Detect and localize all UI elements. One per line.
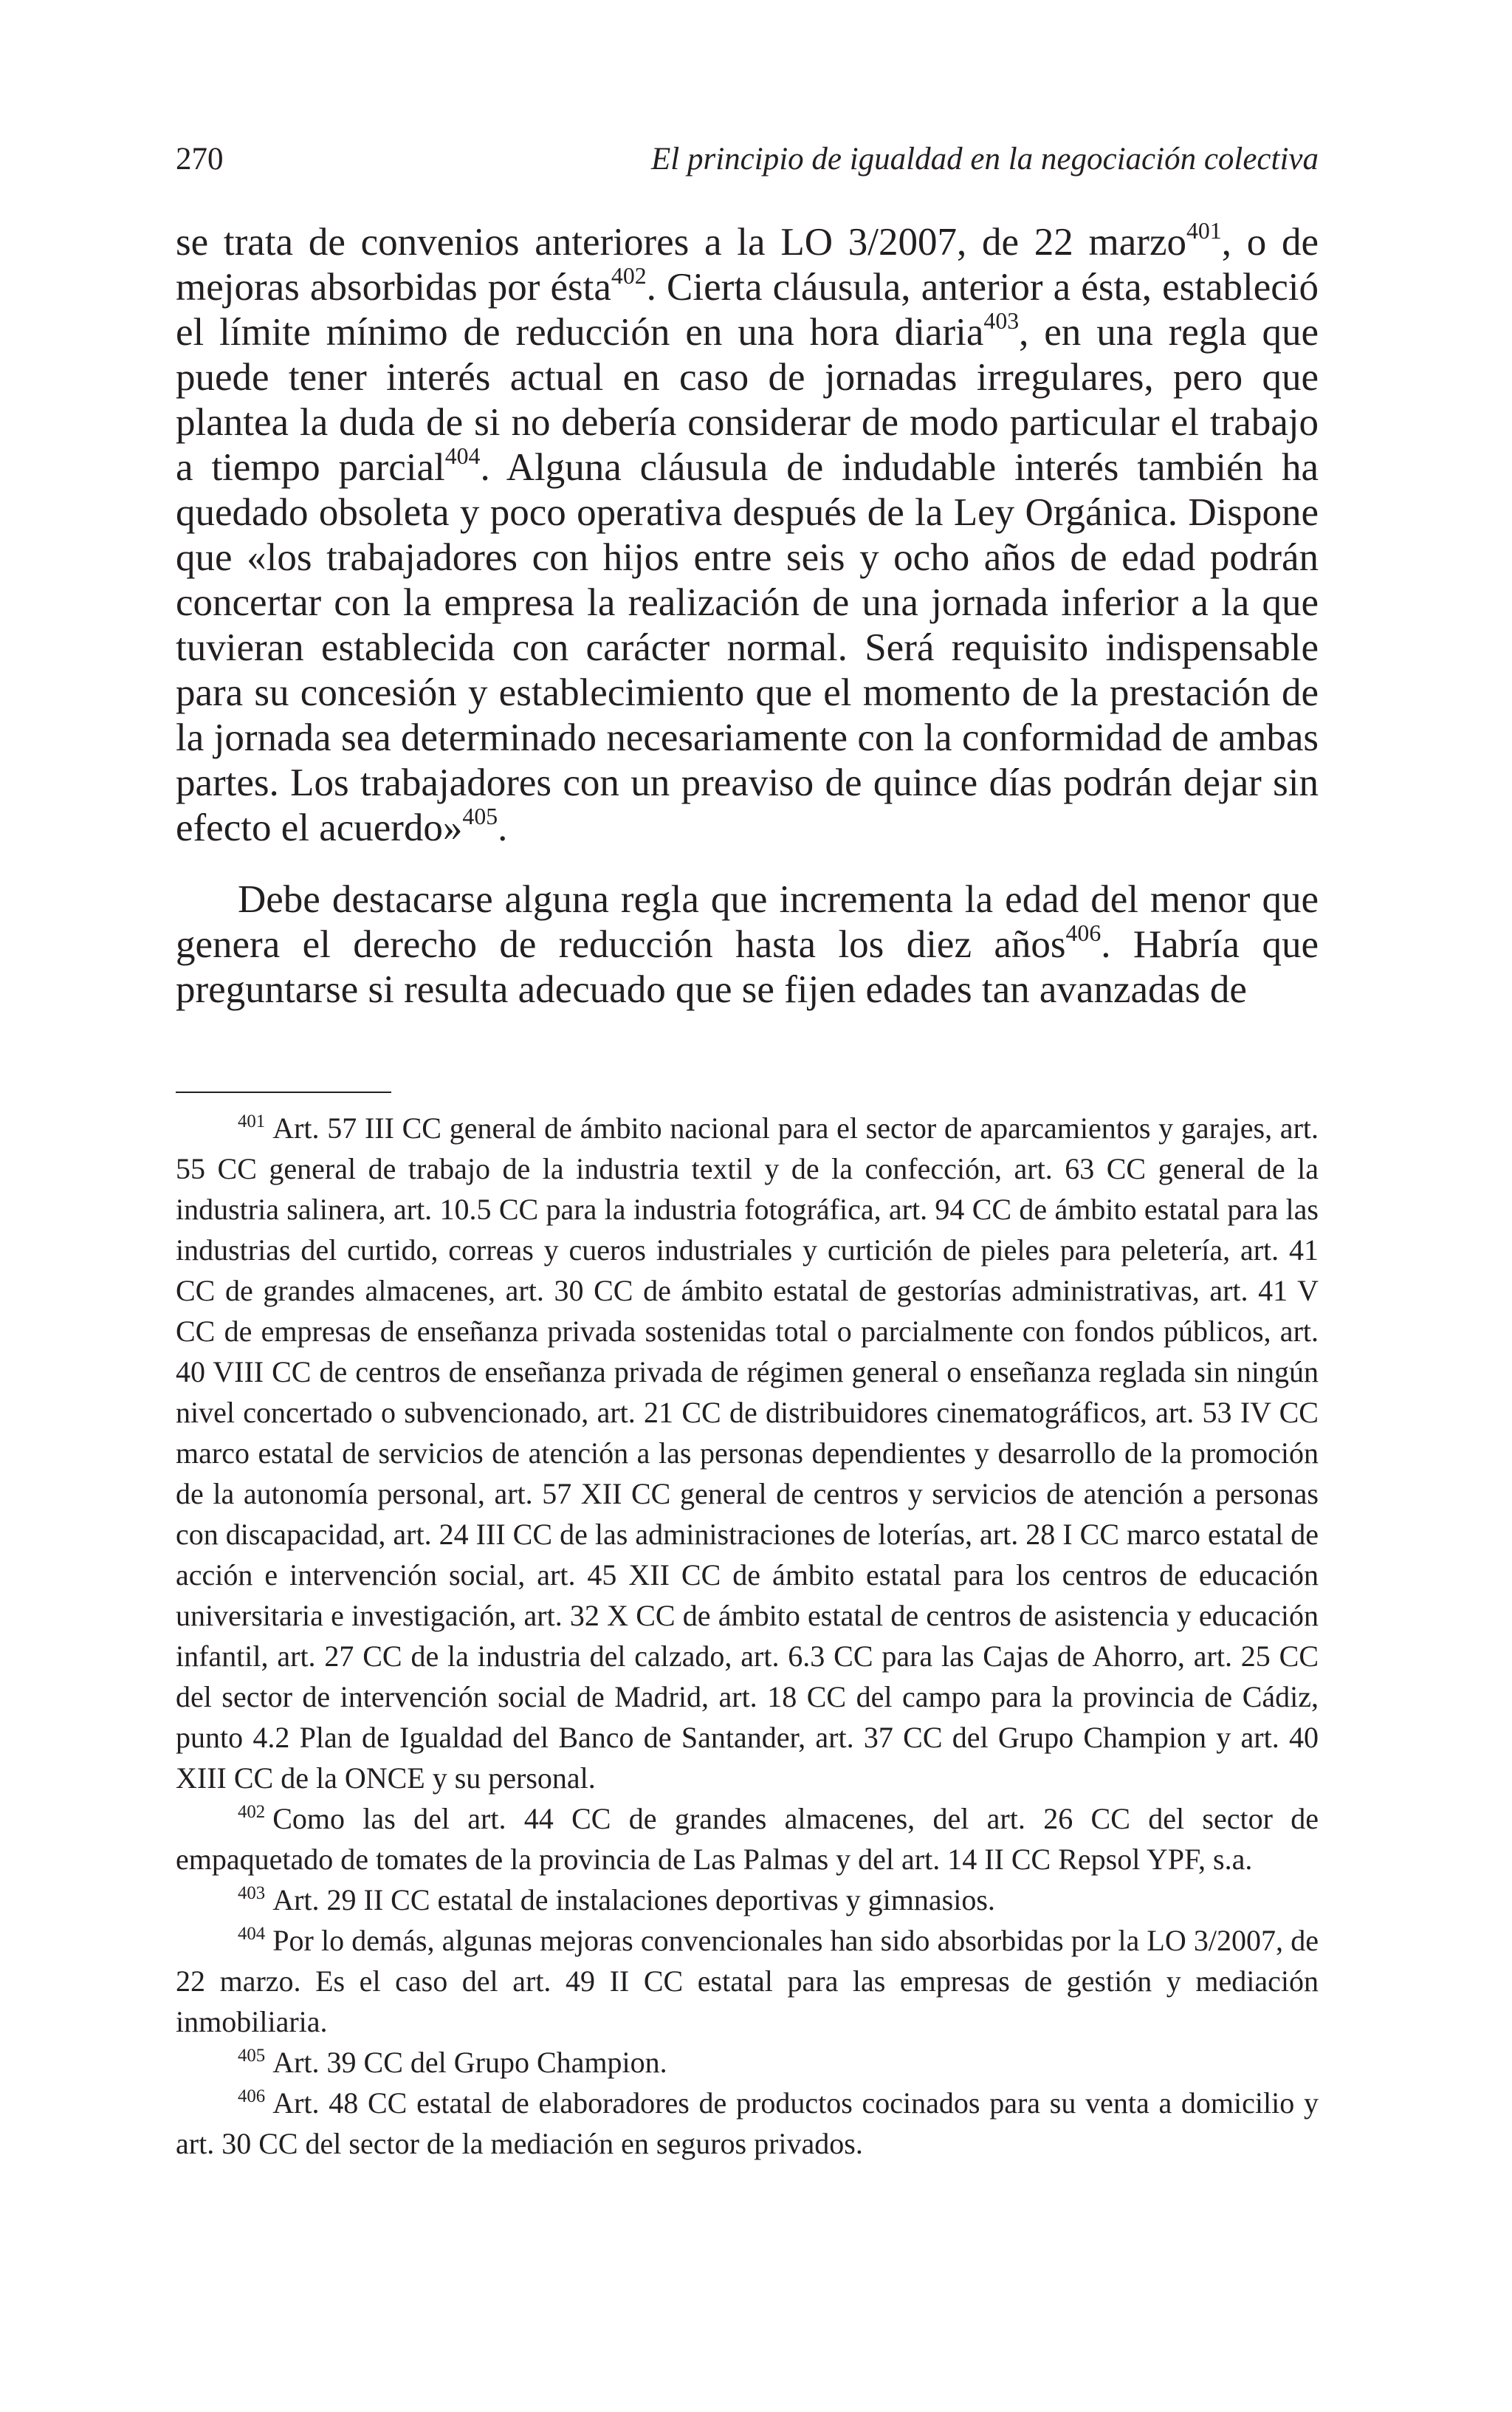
paragraph-1: [176, 217, 1319, 851]
text-run: . Habría que preguntarse si resulta adecuado que se fijen edades tan avanzadas de: [176, 923, 1319, 1011]
footnote-text: Art. 29 II CC estatal de instalaciones deportivas y gimnasios.: [272, 1883, 995, 1916]
footnote-ref-401[interactable]: 401: [1186, 217, 1222, 244]
footnote-ref-404[interactable]: 404: [444, 442, 481, 469]
footnote-number: 401: [238, 1111, 266, 1132]
running-title: El principio de igualdad en la negociación colectiva: [651, 142, 1319, 177]
footnote-number: 405: [238, 2046, 266, 2066]
footnote-402: [176, 1798, 1319, 1880]
footnote-text: Art. 39 CC del Grupo Champion.: [272, 2046, 667, 2079]
text-run: se trata de convenios anteriores a la LO 3/2007, de 22 marzo: [176, 221, 1186, 264]
footnote-404: [176, 1920, 1319, 2042]
text-run: . Alguna cláusula de indudable interés también ha quedado obsoleta y poco operativa después de la Ley Orgánica. Dispone que «los trabajadores con hijos entre seis y ocho años de edad podrán concertar con la empresa la realización de una jornada inferior a la que tuvieran establecida con carácter normal. Será requisito indispensable para su concesión y establecimiento que el momento de la prestación de la jornada sea determinado necesariamente con la conformidad de ambas partes. Los trabajadores con un preaviso de quince días podrán dejar sin efecto el acuerdo»: [176, 446, 1319, 849]
page-header: [176, 137, 1319, 182]
footnote-number: 406: [238, 2086, 266, 2107]
footnote-403: [176, 1880, 1319, 1920]
footnote-ref-406[interactable]: 406: [1065, 919, 1102, 946]
footnote-ref-403[interactable]: 403: [983, 307, 1020, 334]
footnote-separator: [176, 1092, 391, 1093]
footnote-ref-405[interactable]: 405: [462, 803, 498, 829]
footnote-text: Art. 57 III CC general de ámbito nacional para el sector de aparcamientos y garajes, art. 55 CC general de trabajo de la industria textil y de la confección, art. 63 CC general de la industria salinera, art. 10.5 CC para la industria fotográfica, art. 94 CC de ámbito estatal para las industrias del curtido, correas y cueros industriales y curtición de pieles para peletería, art. 41 CC de grandes almacenes, art. 30 CC de ámbito estatal de gestorías administrativas, art. 41 V CC de empresas de enseñanza privada sostenidas total o parcialmente con fondos públicos, art. 40 VIII CC de centros de enseñanza privada de régimen general o enseñanza reglada sin ningún nivel concertado o subvencionado, art. 21 CC de distribuidores cinematográficos, art. 53 IV CC marco estatal de servicios de atención a las personas dependientes y desarrollo de la promoción de la autonomía personal, art. 57 XII CC general de centros y servicios de atención a personas con discapacidad, art. 24 III CC de las administraciones de loterías, art. 28 I CC marco estatal de acción e intervención social, art. 45 XII CC de ámbito estatal para los centros de educación universitaria e investigación, art. 32 X CC de ámbito estatal de centros de asistencia y educación infantil, art. 27 CC de la industria del calzado, art. 6.3 CC para las Cajas de Ahorro, art. 25 CC del sector de intervención social de Madrid, art. 18 CC del campo para la provincia de Cádiz, punto 4.2 Plan de Igualdad del Banco de Santander, art. 37 CC del Grupo Champion y art. 40 XIII CC de la ONCE y su personal.: [176, 1111, 1319, 1795]
text-run: , en una regla que puede tener interés actual en caso de jornadas irregulares, pero que plantea la duda de si no debería considerar de modo particular el trabajo a tiempo parcial: [176, 311, 1319, 489]
text-run: Debe destacarse alguna regla que incrementa la edad del menor que genera el derecho de reducción hasta los diez años: [176, 878, 1319, 966]
footnote-ref-402[interactable]: 402: [611, 262, 647, 289]
footnote-text: Como las del art. 44 CC de grandes almacenes, del art. 26 CC del sector de empaquetado de tomates de la provincia de Las Palmas y del art. 14 II CC Repsol YPF, s.a.: [176, 1802, 1319, 1876]
text-run: . Cierta cláusula, anterior a ésta, estableció el límite mínimo de reducción en una hora diaria: [176, 266, 1319, 354]
page-number: 270: [176, 142, 224, 177]
footnote-text: Art. 48 CC estatal de elaboradores de productos cocinados para su venta a domicilio y art. 30 CC del sector de la mediación en seguros privados.: [176, 2086, 1319, 2160]
footnote-number: 403: [238, 1883, 266, 1904]
footnote-number: 402: [238, 1802, 266, 1823]
footnote-number: 404: [238, 1924, 266, 1945]
paragraph-2: [176, 877, 1319, 1013]
text-run: .: [498, 806, 508, 849]
body-text: [176, 217, 1319, 1013]
footnote-405: [176, 2042, 1319, 2083]
footnote-401: [176, 1108, 1319, 1798]
footnote-text: Por lo demás, algunas mejoras convencionales han sido absorbidas por la LO 3/2007, de 22 marzo. Es el caso del art. 49 II CC estatal para las empresas de gestión y mediación inmobiliaria.: [176, 1924, 1319, 2038]
footnotes: [176, 1108, 1319, 2164]
footnote-406: [176, 2083, 1319, 2164]
text-run: , o de mejoras absorbidas por ésta: [176, 221, 1319, 309]
